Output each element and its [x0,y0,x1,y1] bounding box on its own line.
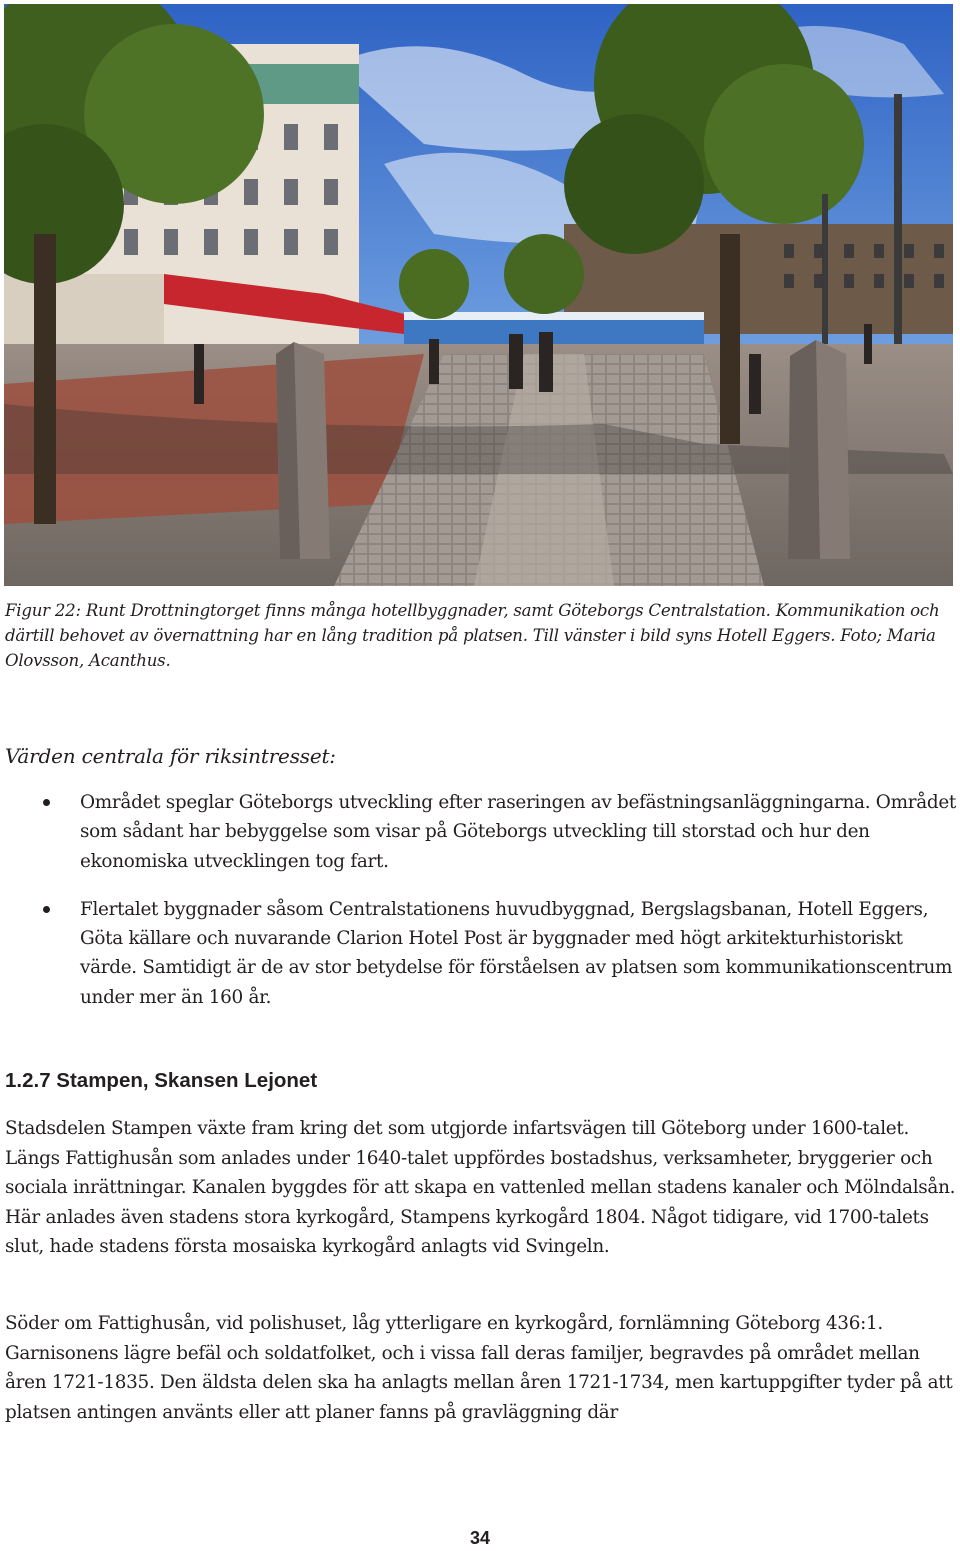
values-list-item [0,788,960,876]
values-list [0,788,960,1012]
body-paragraph: Söder om Fattighusån, vid polishuset, låg ytterligare en kyrkogård, fornlämning Göteborg 436:1. Garnisonens lägre befäl och soldatfolket, och i vissa fall deras familjer, begravdes på området mellan åren 1721-1835. Den äldsta delen ska ha anlagts mellan åren 1721-1734, men kartuppgifter tyder på att platsen antingen använts eller att planer fanns på gravläggning där [5,1313,953,1423]
values-heading: Värden centrala för riksintresset: [5,744,336,768]
bullet-icon [43,906,50,913]
section-heading: 1.2.7 Stampen, Skansen Lejonet [5,1069,318,1092]
page-number: 34 [469,1528,491,1548]
figure-caption: Figur 22: Runt Drottningtorget finns många hotellbyggnader, samt Göteborgs Centralstation. Kommunikation och därtill behovet av övernattning har en lång tradition på platsen. Till vänster i bild syns Hotell Eggers. Foto; Maria Olovsson, Acanthus. [5,601,940,670]
square-photo [4,4,953,586]
bullet-icon [43,799,50,806]
body-paragraph: Stadsdelen Stampen växte fram kring det som utgjorde infartsvägen till Göteborg under 1600-talet. Längs Fattighusån som anlades under 1640-talet uppfördes bostadshus, verksamheter, bryggerier och sociala inrättningar. Kanalen byggdes för att skapa en vattenled mellan stadens kanaler och Mölndalsån. Här anlades även stadens stora kyrkogård, Stampens kyrkogård 1804. Något tidigare, vid 1700-talets slut, hade stadens första mosaiska kyrkogård anlagts vid Svingeln. [5,1118,956,1258]
bullet-text: Området speglar Göteborgs utveckling efter raseringen av befästningsanläggningarna. Området som sådant har bebyggelse som visar på Göteborgs utveckling till storstad och hur den ekonomiska utvecklingen tog fart. [80,792,957,872]
values-list-item [0,895,960,1012]
bullet-text: Flertalet byggnader såsom Centralstationens huvudbyggnad, Bergslagsbanan, Hotell Eggers, Göta källare och nuvarande Clarion Hotel Post är byggnader med högt arkitekturhistoriskt värde. Samtidigt är de av stor betydelse för förståelsen av platsen som kommunikationscentrum under mer än 160 år. [80,898,953,1008]
